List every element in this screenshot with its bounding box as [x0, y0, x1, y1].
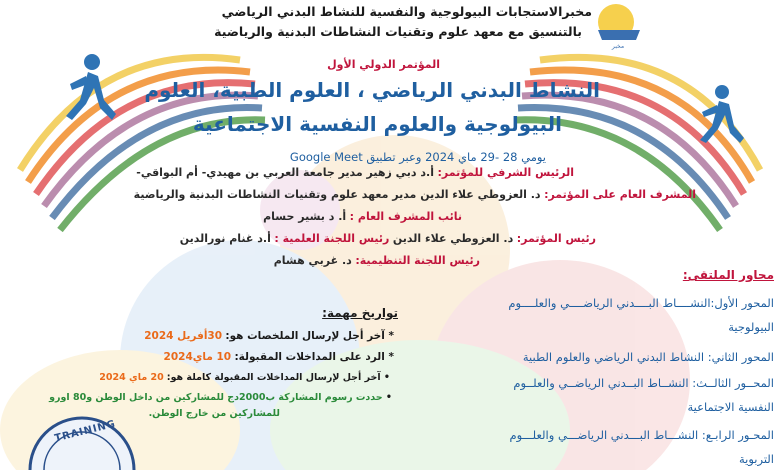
axis-3-line2: النفسية الاجتماعية	[687, 400, 774, 414]
training-badge-text: TRAINING	[53, 418, 118, 445]
date-item-response-date: 10 ماي2024	[163, 351, 232, 363]
date-item-full-papers-text: آخر أجل لإرسال المداخلات المقبولة كاملة هو:	[166, 372, 381, 383]
honorary-president	[136, 166, 574, 179]
organizing-committee-value: د. غربي هشام	[273, 254, 352, 267]
scientific-committee-value: أ.د غنام نورالدين	[179, 232, 271, 245]
general-supervisor-label: المشرف العام على المؤتمر:	[544, 188, 696, 201]
conference-title-line2: البيولوجية والعلوم النفسية الاجتماعية	[192, 112, 562, 136]
axis-3-line1: المحــور الثالــث: النشــاط البــدني الرياضــي والعلــوم	[513, 376, 774, 390]
conference-date: يومي 28 -29 ماي 2024 وعبر تطبيق Google Meet	[289, 150, 546, 164]
date-bullet: *	[384, 351, 394, 363]
important-dates-heading: تواريخ مهمة:	[322, 306, 398, 320]
header-lab-name: مخبرالاستجابات البيولوجية والنفسية للنشاط البدني الرياضي	[221, 4, 592, 19]
organizing-committee	[274, 254, 480, 267]
fees-bullet: •	[382, 392, 392, 403]
fees-line1: حددت رسوم المشاركة ب2000دج للمشاركين من داخل الوطن و80 اورو	[49, 392, 383, 403]
honorary-president-label: الرئيس الشرفي للمؤتمر:	[437, 166, 574, 179]
deputy-supervisor-label: نائب المشرف العام :	[349, 210, 462, 223]
participation-fees-line2: للمشاركين من خارج الوطن.	[148, 408, 280, 419]
date-item-full-papers-date: 20 ماي 2024	[99, 372, 164, 383]
participation-fees	[49, 392, 392, 403]
date-item-response-text: الرد على المداخلات المقبولة:	[234, 351, 385, 363]
axes-heading: محاور الملتقى:	[682, 268, 774, 282]
deputy-supervisor	[263, 210, 462, 223]
axis-2: المحور الثاني: النشاط البدني الرياضي والعلوم الطبية	[522, 350, 774, 364]
axis-4-line1: المحـور الرابـع: النشـــاط البـــدني الرياضـــي والعلـــوم	[509, 428, 774, 442]
lab-logo	[598, 4, 640, 50]
conference-president-value: د. العزوطي علاء الدين	[392, 232, 514, 245]
date-item-full-papers	[99, 372, 390, 383]
honorary-president-value: أ.د دبي زهير مدير جامعة العربي بن مهيدي- أم البواقي-	[136, 166, 435, 179]
axis-4-line2: التربوية	[738, 452, 774, 466]
date-bullet: *	[384, 330, 394, 342]
date-item-response	[164, 351, 394, 363]
header-coordination: بالتنسيق مع معهد علوم وتقنيات النشاطات البدنية والرياضية	[214, 24, 582, 39]
conference-president-label: رئيس المؤتمر:	[516, 232, 596, 245]
svg-text:مخبر: مخبر	[611, 43, 625, 50]
axis-1-line1: المحور الأول:النشــــاط البــــدني الرياضــــي والعلــــوم	[508, 296, 774, 310]
date-item-abstracts-date: 30أفريل 2024	[144, 330, 223, 342]
date-bullet: •	[380, 372, 390, 383]
date-item-abstracts	[144, 330, 394, 342]
conference-chairs	[180, 232, 596, 245]
deputy-supervisor-value: أ. د بشير حسام	[263, 210, 347, 223]
organizing-committee-label: رئيس اللجنة التنظيمية:	[355, 254, 480, 267]
conference-title-line1: النشاط البدني الرياضي ، العلوم الطبية، العلوم	[144, 78, 600, 102]
axis-1-line2: البيولوجية	[728, 320, 774, 334]
scientific-committee-label: رئيس اللجنة العلمية :	[274, 232, 390, 245]
conference-label: المؤتمر الدولي الأول	[327, 58, 440, 71]
general-supervisor-value: د. العزوطي علاء الدين مدير معهد علوم وتقنيات النشاطات البدنية والرياضية	[133, 188, 541, 201]
date-item-abstracts-text: آخر أجل لإرسال الملخصات هو:	[225, 330, 385, 342]
general-supervisor	[134, 188, 696, 201]
